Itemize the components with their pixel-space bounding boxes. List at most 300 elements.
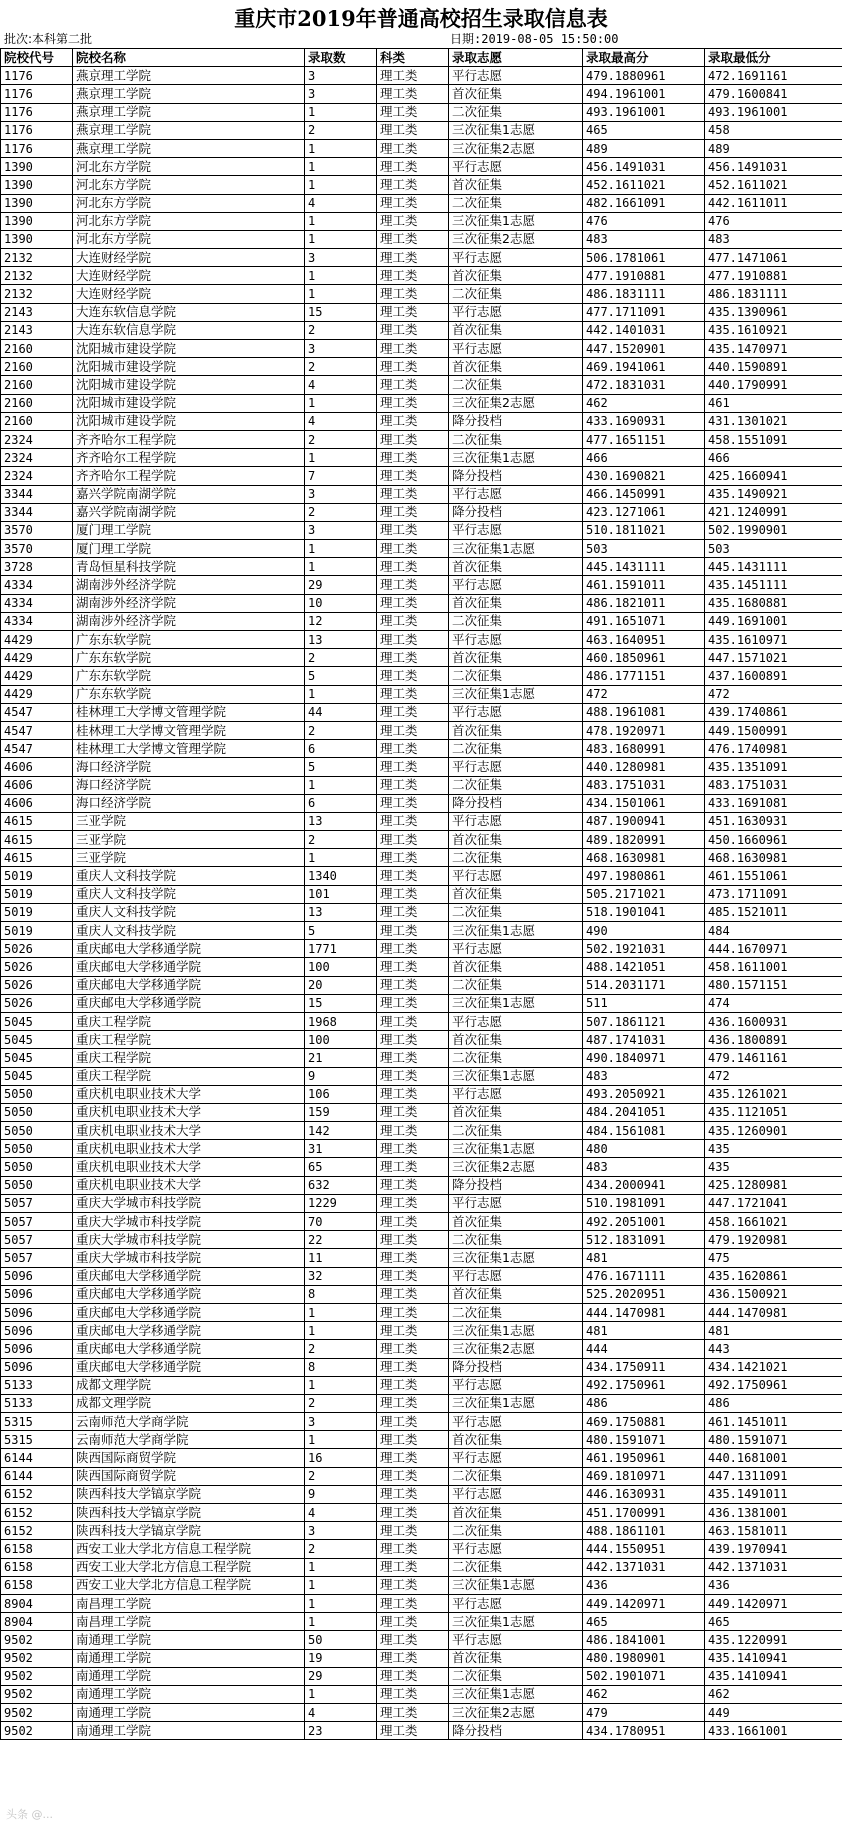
cell-category: 理工类 — [377, 631, 449, 649]
cell-preference: 二次征集 — [449, 1667, 583, 1685]
cell-max-score: 510.1811021 — [583, 521, 705, 539]
table-row — [1, 758, 842, 776]
cell-admit-count: 1 — [305, 267, 377, 285]
table-row — [1, 521, 842, 539]
cell-preference: 平行志愿 — [449, 812, 583, 830]
cell-max-score: 484.2041051 — [583, 1103, 705, 1121]
cell-school-name: 云南师范大学商学院 — [73, 1431, 305, 1449]
cell-min-score: 462 — [705, 1685, 842, 1703]
cell-category: 理工类 — [377, 1704, 449, 1722]
cell-min-score: 461.1551061 — [705, 867, 842, 885]
table-row — [1, 1085, 842, 1103]
cell-min-score: 435.1390961 — [705, 303, 842, 321]
cell-min-score: 503 — [705, 540, 842, 558]
table-row — [1, 776, 842, 794]
cell-admit-count: 1 — [305, 1431, 377, 1449]
cell-school-name: 齐齐哈尔工程学院 — [73, 430, 305, 448]
cell-school-code: 5019 — [1, 922, 73, 940]
cell-school-name: 重庆大学城市科技学院 — [73, 1231, 305, 1249]
cell-category: 理工类 — [377, 1394, 449, 1412]
cell-category: 理工类 — [377, 958, 449, 976]
cell-school-code: 2132 — [1, 249, 73, 267]
cell-max-score: 478.1920971 — [583, 721, 705, 739]
cell-category: 理工类 — [377, 703, 449, 721]
cell-school-name: 三亚学院 — [73, 812, 305, 830]
cell-admit-count: 4 — [305, 412, 377, 430]
cell-category: 理工类 — [377, 976, 449, 994]
cell-preference: 三次征集1志愿 — [449, 1140, 583, 1158]
cell-school-name: 厦门理工学院 — [73, 521, 305, 539]
cell-school-code: 5096 — [1, 1267, 73, 1285]
table-row — [1, 1376, 842, 1394]
cell-school-code: 5026 — [1, 994, 73, 1012]
table-row — [1, 685, 842, 703]
cell-school-name: 嘉兴学院南湖学院 — [73, 485, 305, 503]
table-row — [1, 267, 842, 285]
col-preference: 录取志愿 — [449, 49, 583, 67]
cell-preference: 首次征集 — [449, 1649, 583, 1667]
cell-max-score: 518.1901041 — [583, 903, 705, 921]
table-row — [1, 576, 842, 594]
cell-preference: 二次征集 — [449, 740, 583, 758]
table-row — [1, 940, 842, 958]
cell-admit-count: 1229 — [305, 1194, 377, 1212]
cell-school-name: 重庆人文科技学院 — [73, 885, 305, 903]
cell-school-name: 南通理工学院 — [73, 1667, 305, 1685]
cell-max-score: 452.1611021 — [583, 176, 705, 194]
cell-school-code: 8904 — [1, 1613, 73, 1631]
cell-admit-count: 1 — [305, 1613, 377, 1631]
cell-admit-count: 1968 — [305, 1012, 377, 1030]
cell-max-score: 486.1821011 — [583, 594, 705, 612]
cell-admit-count: 2 — [305, 1340, 377, 1358]
cell-school-code: 5096 — [1, 1340, 73, 1358]
cell-admit-count: 15 — [305, 994, 377, 1012]
cell-preference: 平行志愿 — [449, 758, 583, 776]
cell-preference: 首次征集 — [449, 649, 583, 667]
cell-admit-count: 632 — [305, 1176, 377, 1194]
cell-category: 理工类 — [377, 212, 449, 230]
cell-school-code: 4615 — [1, 831, 73, 849]
table-row — [1, 885, 842, 903]
cell-admit-count: 6 — [305, 794, 377, 812]
cell-min-score: 474 — [705, 994, 842, 1012]
cell-admit-count: 1 — [305, 776, 377, 794]
cell-min-score: 435.1351091 — [705, 758, 842, 776]
cell-min-score: 502.1990901 — [705, 521, 842, 539]
cell-min-score: 439.1970941 — [705, 1540, 842, 1558]
cell-preference: 降分投档 — [449, 503, 583, 521]
cell-preference: 平行志愿 — [449, 576, 583, 594]
cell-max-score: 476 — [583, 212, 705, 230]
cell-preference: 三次征集2志愿 — [449, 139, 583, 157]
cell-preference: 降分投档 — [449, 1358, 583, 1376]
cell-admit-count: 1 — [305, 849, 377, 867]
cell-school-code: 2160 — [1, 376, 73, 394]
cell-preference: 首次征集 — [449, 831, 583, 849]
cell-preference: 三次征集1志愿 — [449, 1685, 583, 1703]
cell-max-score: 525.2020951 — [583, 1285, 705, 1303]
cell-school-name: 重庆工程学院 — [73, 1049, 305, 1067]
cell-preference: 三次征集1志愿 — [449, 449, 583, 467]
cell-category: 理工类 — [377, 1413, 449, 1431]
cell-school-name: 重庆机电职业技术大学 — [73, 1158, 305, 1176]
cell-admit-count: 1340 — [305, 867, 377, 885]
table-row — [1, 994, 842, 1012]
cell-category: 理工类 — [377, 67, 449, 85]
cell-min-score: 485.1521011 — [705, 903, 842, 921]
table-row — [1, 703, 842, 721]
header-row — [1, 49, 842, 67]
cell-min-score: 435.1491011 — [705, 1485, 842, 1503]
cell-min-score: 452.1611021 — [705, 176, 842, 194]
cell-max-score: 488.1861101 — [583, 1522, 705, 1540]
cell-school-code: 3570 — [1, 540, 73, 558]
table-row — [1, 1067, 842, 1085]
cell-category: 理工类 — [377, 103, 449, 121]
cell-max-score: 444 — [583, 1340, 705, 1358]
table-row — [1, 139, 842, 157]
cell-category: 理工类 — [377, 267, 449, 285]
cell-school-code: 4334 — [1, 576, 73, 594]
cell-preference: 平行志愿 — [449, 521, 583, 539]
cell-school-name: 重庆人文科技学院 — [73, 903, 305, 921]
cell-category: 理工类 — [377, 485, 449, 503]
watermark: 头条 @... — [6, 1808, 53, 1821]
cell-min-score: 466 — [705, 449, 842, 467]
cell-admit-count: 21 — [305, 1049, 377, 1067]
cell-category: 理工类 — [377, 139, 449, 157]
cell-category: 理工类 — [377, 1213, 449, 1231]
cell-max-score: 481 — [583, 1249, 705, 1267]
cell-min-score: 421.1240991 — [705, 503, 842, 521]
cell-school-code: 4606 — [1, 758, 73, 776]
table-row — [1, 721, 842, 739]
table-row — [1, 1431, 842, 1449]
table-row — [1, 1558, 842, 1576]
cell-category: 理工类 — [377, 576, 449, 594]
cell-preference: 首次征集 — [449, 958, 583, 976]
cell-preference: 降分投档 — [449, 412, 583, 430]
cell-school-code: 2160 — [1, 412, 73, 430]
cell-school-name: 重庆邮电大学移通学院 — [73, 976, 305, 994]
cell-preference: 平行志愿 — [449, 940, 583, 958]
cell-category: 理工类 — [377, 922, 449, 940]
cell-preference: 三次征集1志愿 — [449, 994, 583, 1012]
table-row — [1, 1649, 842, 1667]
cell-category: 理工类 — [377, 1249, 449, 1267]
cell-category: 理工类 — [377, 1122, 449, 1140]
cell-school-name: 重庆机电职业技术大学 — [73, 1176, 305, 1194]
cell-admit-count: 23 — [305, 1722, 377, 1740]
table-row — [1, 485, 842, 503]
cell-school-name: 河北东方学院 — [73, 212, 305, 230]
cell-category: 理工类 — [377, 1649, 449, 1667]
table-row — [1, 1012, 842, 1030]
cell-max-score: 493.2050921 — [583, 1085, 705, 1103]
cell-max-score: 462 — [583, 1685, 705, 1703]
cell-category: 理工类 — [377, 85, 449, 103]
table-row — [1, 976, 842, 994]
cell-category: 理工类 — [377, 285, 449, 303]
table-row — [1, 358, 842, 376]
table-row — [1, 67, 842, 85]
cell-category: 理工类 — [377, 340, 449, 358]
cell-preference: 二次征集 — [449, 1558, 583, 1576]
cell-school-name: 南通理工学院 — [73, 1685, 305, 1703]
table-row — [1, 1522, 842, 1540]
cell-school-name: 桂林理工大学博文管理学院 — [73, 703, 305, 721]
cell-min-score: 436 — [705, 1576, 842, 1594]
cell-category: 理工类 — [377, 1085, 449, 1103]
cell-preference: 二次征集 — [449, 1231, 583, 1249]
cell-category: 理工类 — [377, 1031, 449, 1049]
cell-preference: 三次征集1志愿 — [449, 540, 583, 558]
cell-school-name: 湖南涉外经济学院 — [73, 576, 305, 594]
date-label: 日期:2019-08-05 15:50:00 — [450, 32, 619, 46]
table-row — [1, 831, 842, 849]
cell-category: 理工类 — [377, 540, 449, 558]
cell-category: 理工类 — [377, 1322, 449, 1340]
cell-school-code: 5096 — [1, 1303, 73, 1321]
cell-preference: 二次征集 — [449, 976, 583, 994]
cell-school-code: 6158 — [1, 1540, 73, 1558]
cell-school-name: 重庆邮电大学移通学院 — [73, 1267, 305, 1285]
cell-min-score: 435 — [705, 1158, 842, 1176]
cell-max-score: 423.1271061 — [583, 503, 705, 521]
cell-school-code: 5096 — [1, 1285, 73, 1303]
table-row — [1, 903, 842, 921]
cell-school-name: 南通理工学院 — [73, 1704, 305, 1722]
cell-max-score: 477.1651151 — [583, 430, 705, 448]
cell-category: 理工类 — [377, 158, 449, 176]
cell-school-code: 1390 — [1, 212, 73, 230]
cell-preference: 首次征集 — [449, 1031, 583, 1049]
cell-category: 理工类 — [377, 612, 449, 630]
cell-max-score: 434.1750911 — [583, 1358, 705, 1376]
cell-school-code: 5050 — [1, 1176, 73, 1194]
cell-min-score: 440.1681001 — [705, 1449, 842, 1467]
cell-school-code: 5019 — [1, 903, 73, 921]
cell-school-name: 重庆机电职业技术大学 — [73, 1140, 305, 1158]
cell-preference: 首次征集 — [449, 1285, 583, 1303]
cell-min-score: 436.1800891 — [705, 1031, 842, 1049]
cell-max-score: 514.2031171 — [583, 976, 705, 994]
cell-max-score: 494.1961001 — [583, 85, 705, 103]
cell-preference: 平行志愿 — [449, 1540, 583, 1558]
cell-school-name: 重庆邮电大学移通学院 — [73, 994, 305, 1012]
cell-admit-count: 5 — [305, 667, 377, 685]
cell-max-score: 480.1980901 — [583, 1649, 705, 1667]
table-row — [1, 1504, 842, 1522]
cell-school-code: 6152 — [1, 1504, 73, 1522]
cell-min-score: 449.1500991 — [705, 721, 842, 739]
cell-admit-count: 1 — [305, 1558, 377, 1576]
cell-max-score: 446.1630931 — [583, 1485, 705, 1503]
table-row — [1, 1103, 842, 1121]
cell-admit-count: 50 — [305, 1631, 377, 1649]
cell-preference: 平行志愿 — [449, 1194, 583, 1212]
cell-min-score: 465 — [705, 1613, 842, 1631]
table-row — [1, 1267, 842, 1285]
cell-preference: 二次征集 — [449, 376, 583, 394]
cell-school-name: 重庆大学城市科技学院 — [73, 1194, 305, 1212]
cell-preference: 首次征集 — [449, 885, 583, 903]
table-row — [1, 1722, 842, 1740]
cell-category: 理工类 — [377, 994, 449, 1012]
col-admit-count: 录取数 — [305, 49, 377, 67]
cell-admit-count: 2 — [305, 1394, 377, 1412]
cell-min-score: 486 — [705, 1394, 842, 1412]
cell-school-code: 4547 — [1, 703, 73, 721]
cell-min-score: 475 — [705, 1249, 842, 1267]
cell-min-score: 444.1670971 — [705, 940, 842, 958]
cell-min-score: 451.1630931 — [705, 812, 842, 830]
cell-admit-count: 1 — [305, 139, 377, 157]
cell-preference: 降分投档 — [449, 467, 583, 485]
cell-category: 理工类 — [377, 1267, 449, 1285]
cell-school-code: 5026 — [1, 958, 73, 976]
cell-admit-count: 2 — [305, 503, 377, 521]
cell-admit-count: 1771 — [305, 940, 377, 958]
table-row — [1, 849, 842, 867]
cell-school-code: 1176 — [1, 67, 73, 85]
cell-school-code: 4429 — [1, 667, 73, 685]
cell-preference: 二次征集 — [449, 776, 583, 794]
cell-category: 理工类 — [377, 1540, 449, 1558]
table-row — [1, 1340, 842, 1358]
cell-min-score: 481 — [705, 1322, 842, 1340]
cell-preference: 三次征集1志愿 — [449, 922, 583, 940]
cell-min-score: 473.1711091 — [705, 885, 842, 903]
cell-min-score: 435.1620861 — [705, 1267, 842, 1285]
table-row — [1, 412, 842, 430]
cell-preference: 平行志愿 — [449, 867, 583, 885]
cell-admit-count: 1 — [305, 394, 377, 412]
cell-min-score: 436.1500921 — [705, 1285, 842, 1303]
cell-max-score: 451.1700991 — [583, 1504, 705, 1522]
cell-category: 理工类 — [377, 1103, 449, 1121]
cell-category: 理工类 — [377, 940, 449, 958]
cell-preference: 首次征集 — [449, 1431, 583, 1449]
cell-max-score: 511 — [583, 994, 705, 1012]
cell-max-score: 484.1561081 — [583, 1122, 705, 1140]
cell-category: 理工类 — [377, 1631, 449, 1649]
cell-school-code: 4334 — [1, 594, 73, 612]
cell-school-name: 燕京理工学院 — [73, 85, 305, 103]
cell-min-score: 435.1610921 — [705, 321, 842, 339]
cell-max-score: 491.1651071 — [583, 612, 705, 630]
cell-min-score: 439.1740861 — [705, 703, 842, 721]
cell-admit-count: 1 — [305, 103, 377, 121]
cell-category: 理工类 — [377, 1285, 449, 1303]
cell-admit-count: 5 — [305, 758, 377, 776]
cell-school-code: 9502 — [1, 1722, 73, 1740]
cell-max-score: 488.1961081 — [583, 703, 705, 721]
cell-category: 理工类 — [377, 1467, 449, 1485]
cell-school-name: 沈阳城市建设学院 — [73, 412, 305, 430]
cell-admit-count: 2 — [305, 430, 377, 448]
cell-school-name: 广东东软学院 — [73, 685, 305, 703]
cell-max-score: 472.1831031 — [583, 376, 705, 394]
cell-min-score: 444.1470981 — [705, 1303, 842, 1321]
table-row — [1, 1176, 842, 1194]
cell-category: 理工类 — [377, 885, 449, 903]
cell-school-code: 3344 — [1, 503, 73, 521]
cell-preference: 平行志愿 — [449, 340, 583, 358]
cell-admit-count: 13 — [305, 812, 377, 830]
cell-category: 理工类 — [377, 721, 449, 739]
cell-school-name: 沈阳城市建设学院 — [73, 376, 305, 394]
cell-school-code: 5050 — [1, 1158, 73, 1176]
cell-min-score: 479.1600841 — [705, 85, 842, 103]
table-row — [1, 794, 842, 812]
cell-preference: 三次征集1志愿 — [449, 1322, 583, 1340]
table-row — [1, 1485, 842, 1503]
cell-admit-count: 1 — [305, 1685, 377, 1703]
cell-admit-count: 11 — [305, 1249, 377, 1267]
cell-category: 理工类 — [377, 303, 449, 321]
cell-min-score: 476.1740981 — [705, 740, 842, 758]
cell-max-score: 483.1680991 — [583, 740, 705, 758]
table-row — [1, 1704, 842, 1722]
cell-min-score: 480.1591071 — [705, 1431, 842, 1449]
cell-admit-count: 32 — [305, 1267, 377, 1285]
cell-school-name: 重庆邮电大学移通学院 — [73, 1285, 305, 1303]
cell-category: 理工类 — [377, 812, 449, 830]
cell-preference: 平行志愿 — [449, 1485, 583, 1503]
cell-admit-count: 10 — [305, 594, 377, 612]
cell-category: 理工类 — [377, 1685, 449, 1703]
cell-max-score: 449.1420971 — [583, 1594, 705, 1612]
cell-school-name: 重庆大学城市科技学院 — [73, 1249, 305, 1267]
cell-school-code: 2160 — [1, 358, 73, 376]
table-row — [1, 922, 842, 940]
cell-preference: 平行志愿 — [449, 631, 583, 649]
cell-min-score: 450.1660961 — [705, 831, 842, 849]
cell-admit-count: 101 — [305, 885, 377, 903]
cell-school-name: 南通理工学院 — [73, 1722, 305, 1740]
cell-max-score: 460.1850961 — [583, 649, 705, 667]
cell-school-name: 陕西科技大学镐京学院 — [73, 1522, 305, 1540]
cell-max-score: 477.1711091 — [583, 303, 705, 321]
cell-category: 理工类 — [377, 1594, 449, 1612]
cell-preference: 三次征集2志愿 — [449, 1340, 583, 1358]
cell-min-score: 435.1610971 — [705, 631, 842, 649]
cell-preference: 首次征集 — [449, 1103, 583, 1121]
cell-admit-count: 44 — [305, 703, 377, 721]
cell-max-score: 476.1671111 — [583, 1267, 705, 1285]
cell-school-code: 5019 — [1, 867, 73, 885]
cell-preference: 平行志愿 — [449, 485, 583, 503]
cell-max-score: 447.1520901 — [583, 340, 705, 358]
table-row — [1, 1213, 842, 1231]
cell-min-score: 435 — [705, 1140, 842, 1158]
cell-max-score: 434.2000941 — [583, 1176, 705, 1194]
cell-preference: 三次征集2志愿 — [449, 230, 583, 248]
table-row — [1, 631, 842, 649]
cell-max-score: 490.1840971 — [583, 1049, 705, 1067]
cell-admit-count: 1 — [305, 176, 377, 194]
cell-admit-count: 1 — [305, 285, 377, 303]
cell-admit-count: 4 — [305, 1704, 377, 1722]
cell-max-score: 430.1690821 — [583, 467, 705, 485]
cell-preference: 三次征集2志愿 — [449, 1158, 583, 1176]
cell-school-name: 燕京理工学院 — [73, 121, 305, 139]
cell-school-code: 5045 — [1, 1067, 73, 1085]
table-row — [1, 667, 842, 685]
cell-max-score: 469.1810971 — [583, 1467, 705, 1485]
